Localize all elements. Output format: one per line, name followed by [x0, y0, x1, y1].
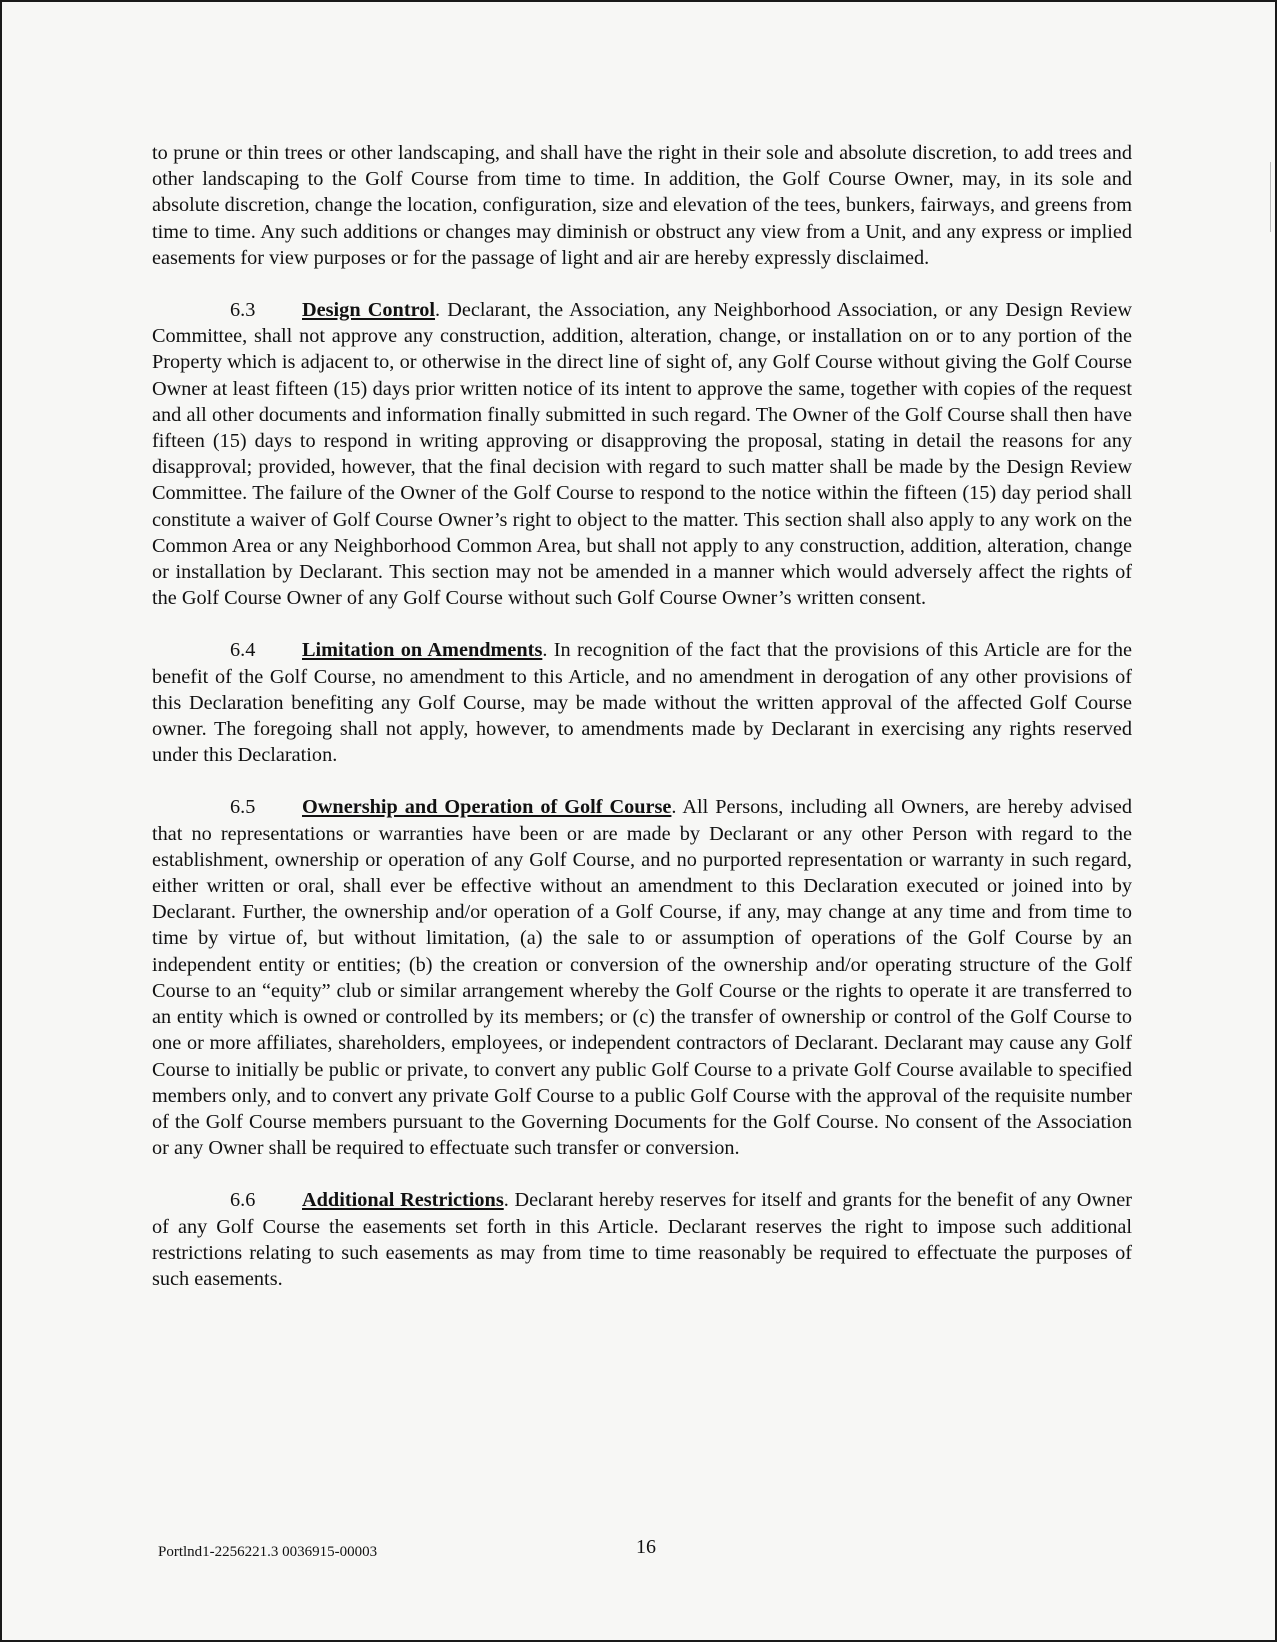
- section-number: 6.6: [230, 1189, 256, 1212]
- section-number: 6.3: [230, 299, 256, 322]
- section-title: Ownership and Operation of Golf Course: [302, 796, 672, 819]
- intro-paragraph: to prune or thin trees or other landscaping, and shall have the right in their sole and absolute discretion, to add trees and other landscaping to the Golf Course from time to time. In addition, the Golf Course Owner, may, in its sole and absolute discretion, change the location, configuration, size and elevation of the tees, bunkers, fairways, and greens from time to time. Any such additions or changes may diminish or obstruct any view from a Unit, and any express or implied easements for view purposes or for the passage of light and air are hereby expressly disclaimed.: [152, 142, 1132, 269]
- section-body: All Persons, including all Owners, are hereby advised that no representations or warranties have been or are made by Declarant or any other Person with regard to the establishment, ownership or operation of any Golf Course, and no purported representation or warranty in such regard, either written or oral, shall ever be effective without an amendment to this Declaration executed or joined into by Declarant. Further, the ownership and/or operation of a Golf Course, if any, may change at any time and from time to time by virtue of, but without limitation, (a) the sale to or assumption of operations of the Golf Course by an independent entity or entities; (b) the creation or conversion of the ownership and/or operating structure of the Golf Course to an “equity” club or similar arrangement whereby the Golf Course or the rights to operate it are transferred to an entity which is owned or controlled by its members; or (c) the transfer of ownership or control of the Golf Course to one or more affiliates, shareholders, employees, or independent contractors of Declarant. Declarant may cause any Golf Course to initially be public or private, to convert any public Golf Course to a private Golf Course available to specified members only, and to convert any private Golf Course to a public Golf Course with the approval of the requisite number of the Golf Course members pursuant to the Governing Documents for the Golf Course. No consent of the Association or any Owner shall be required to effectuate such transfer or conversion.: [152, 796, 1132, 1160]
- section-body: In recognition of the fact that the provisions of this Article are for the benefit of the Golf Course, no amendment to this Article, and no amendment in derogation of any other provisions of this Declaration benefiting any Golf Course, may be made without the written approval of the affected Golf Course owner. The foregoing shall not apply, however, to amendments made by Declarant in exercising any rights reserved under this Declaration.: [152, 639, 1133, 767]
- section-title: Additional Restrictions: [302, 1189, 504, 1212]
- section-body: Declarant hereby reserves for itself and grants for the benefit of any Owner of any Golf Course the easements set forth in this Article. Declarant reserves the right to impose such additional restrictions relating to such easements as may from time to time reasonably be required to effectuate the purposes of such easements.: [152, 1189, 1132, 1290]
- section-title: Design Control: [302, 299, 436, 322]
- section-6-6: 6.6 Additional Restrictions. Declarant hereby reserves for itself and grants for the benefit of any Owner of any Golf Course the easements set forth in this Article. Declarant reserves the right to impose such additional restrictions relating to such easements as may from time to time reasonably be required to effectuate the purposes of such easements.: [152, 1189, 1132, 1290]
- document-body: [152, 140, 1132, 1318]
- scan-edge-mark: [1270, 162, 1271, 232]
- page-number: 16: [636, 1536, 656, 1558]
- section-6-5: 6.5 Ownership and Operation of Golf Course. All Persons, including all Owners, are hereby advised that no representations or warranties have been or are made by Declarant or any other Person with regard to the establishment, ownership or operation of any Golf Course, and no purported representation or warranty in such regard, either written or oral, shall ever be effective without an amendment to this Declaration executed or joined into by Declarant. Further, the ownership and/or operation of a Golf Course, if any, may change at any time and from time to time by virtue of, but without limitation, (a) the sale to or assumption of operations of the Golf Course by an independent entity or entities; (b) the creation or conversion of the ownership and/or operating structure of the Golf Course to an “equity” club or similar arrangement whereby the Golf Course or the rights to operate it are transferred to an entity which is owned or controlled by its members; or (c) the transfer of ownership or control of the Golf Course to one or more affiliates, shareholders, employees, or independent contractors of Declarant. Declarant may cause any Golf Course to initially be public or private, to convert any public Golf Course to a private Golf Course available to specified members only, and to convert any private Golf Course to a public Golf Course with the approval of the requisite number of the Golf Course members pursuant to the Governing Documents for the Golf Course. No consent of the Association or any Owner shall be required to effectuate such transfer or conversion.: [152, 796, 1132, 1160]
- footer-document-id: Portlnd1-2256221.3 0036915-00003: [158, 1544, 378, 1560]
- section-body: Declarant, the Association, any Neighborhood Association, or any Design Review Committee, shall not approve any construction, addition, alteration, change, or installation on or to any portion of the Property which is adjacent to, or otherwise in the direct line of sight of, any Golf Course without giving the Golf Course Owner at least fifteen (15) days prior written notice of its intent to approve the same, together with copies of the request and all other documents and information finally submitted in such regard. The Owner of the Golf Course shall then have fifteen (15) days to respond in writing approving or disapproving the proposal, stating in detail the reasons for any disapproval; provided, however, that the final decision with regard to such matter shall be made by the Design Review Committee. The failure of the Owner of the Golf Course to respond to the notice within the fifteen (15) day period shall constitute a waiver of Golf Course Owner’s right to object to the matter. This section shall also apply to any work on the Common Area or any Neighborhood Common Area, but shall not apply to any construction, addition, alteration, change or installation by Declarant. This section may not be amended in a manner which would adversely affect the rights of the Golf Course Owner of any Golf Course without such Golf Course Owner’s written consent.: [152, 299, 1132, 610]
- section-title: Limitation on Amendments: [302, 639, 543, 662]
- section-number: 6.4: [230, 639, 256, 662]
- section-6-4: 6.4 Limitation on Amendments. In recognition of the fact that the provisions of this Article are for the benefit of the Golf Course, no amendment to this Article, and no amendment in derogation of any other provisions of this Declaration benefiting any Golf Course, may be made without the written approval of the affected Golf Course owner. The foregoing shall not apply, however, to amendments made by Declarant in exercising any rights reserved under this Declaration.: [152, 639, 1133, 767]
- section-6-3: 6.3 Design Control. Declarant, the Association, any Neighborhood Association, or any Design Review Committee, shall not approve any construction, addition, alteration, change, or installation on or to any portion of the Property which is adjacent to, or otherwise in the direct line of sight of, any Golf Course without giving the Golf Course Owner at least fifteen (15) days prior written notice of its intent to approve the same, together with copies of the request and all other documents and information finally submitted in such regard. The Owner of the Golf Course shall then have fifteen (15) days to respond in writing approving or disapproving the proposal, stating in detail the reasons for any disapproval; provided, however, that the final decision with regard to such matter shall be made by the Design Review Committee. The failure of the Owner of the Golf Course to respond to the notice within the fifteen (15) day period shall constitute a waiver of Golf Course Owner’s right to object to the matter. This section shall also apply to any work on the Common Area or any Neighborhood Common Area, but shall not apply to any construction, addition, alteration, change or installation by Declarant. This section may not be amended in a manner which would adversely affect the rights of the Golf Course Owner of any Golf Course without such Golf Course Owner’s written consent.: [152, 299, 1132, 610]
- section-number: 6.5: [230, 796, 256, 819]
